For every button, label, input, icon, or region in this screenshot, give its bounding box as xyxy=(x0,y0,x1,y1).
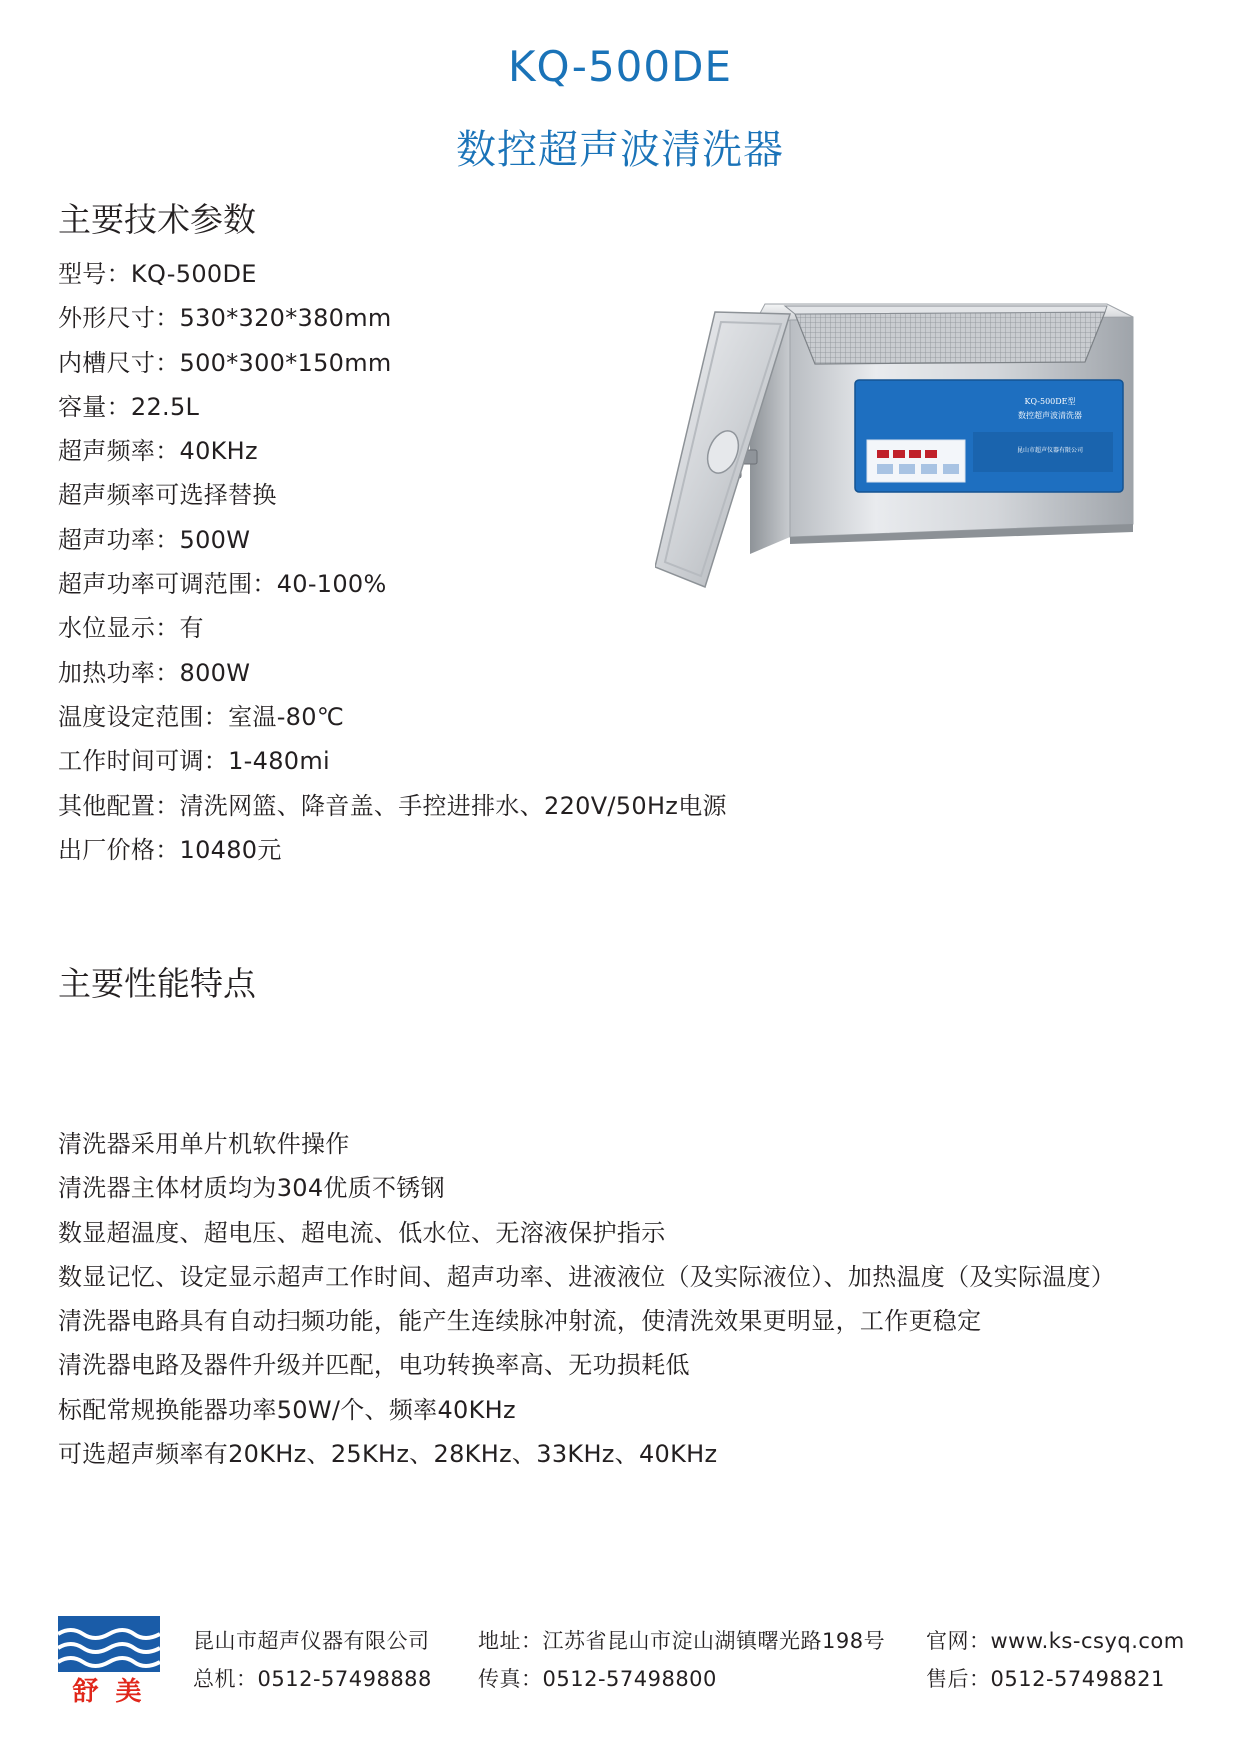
feature-item: 数显超温度、超电压、超电流、低水位、无溶液保护指示 xyxy=(58,1218,666,1247)
spec-item: 型号：KQ-500DE xyxy=(58,260,257,288)
footer-address-col xyxy=(478,1622,885,1698)
specs-list xyxy=(58,252,727,872)
company-fax: 传真：0512-57498800 xyxy=(478,1667,717,1691)
feature-item: 可选超声频率有20KHz、25KHz、28KHz、33KHz、40KHz xyxy=(58,1440,718,1469)
feature-item: 清洗器电路具有自动扫频功能，能产生连续脉冲射流，使清洗效果更明显，工作更稳定 xyxy=(58,1307,982,1336)
company-website: 官网：www.ks-csyq.com xyxy=(926,1629,1185,1653)
company-address: 地址：江苏省昆山市淀山湖镇曙光路198号 xyxy=(478,1629,886,1653)
company-name: 昆山市超声仪器有限公司 xyxy=(193,1629,430,1653)
ultrasonic-cleaner-image xyxy=(655,292,1145,662)
feature-item: 清洗器电路及器件升级并匹配，电功转换率高、无功损耗低 xyxy=(58,1351,690,1380)
footer-company-col xyxy=(193,1622,432,1698)
company-logo xyxy=(58,1616,160,1708)
logo-text: 舒 美 xyxy=(72,1677,146,1707)
control-panel xyxy=(855,380,1123,492)
company-phone: 总机：0512-57498888 xyxy=(193,1667,432,1691)
product-model-title: KQ-500DE xyxy=(508,42,732,91)
spec-item: 超声功率：500W xyxy=(58,525,251,554)
footer xyxy=(0,1616,1240,1726)
spec-item: 超声频率：40KHz xyxy=(58,437,258,466)
spec-item: 超声功率可调范围：40-100% xyxy=(58,570,387,599)
feature-item: 清洗器主体材质均为304优质不锈钢 xyxy=(58,1174,445,1203)
feature-item: 清洗器采用单片机软件操作 xyxy=(58,1130,350,1158)
spec-item: 容量：22.5L xyxy=(58,392,200,421)
spec-item: 水位显示：有 xyxy=(58,614,204,643)
specs-heading: 主要技术参数 xyxy=(58,200,256,239)
feature-item: 数显记忆、设定显示超声工作时间、超声功率、进液液位（及实际液位）、加热温度（及实际温度） xyxy=(58,1262,1116,1291)
product-name-title: 数控超声波清洗器 xyxy=(456,127,784,173)
spec-item: 内槽尺寸：500*300*150mm xyxy=(58,348,392,377)
features-heading: 主要性能特点 xyxy=(58,964,256,1003)
after-sales-phone: 售后：0512-57498821 xyxy=(926,1667,1165,1691)
feature-item: 标配常规换能器功率50W/个、频率40KHz xyxy=(58,1395,516,1424)
spec-item: 出厂价格：10480元 xyxy=(58,835,282,864)
spec-item: 工作时间可调：1-480mi xyxy=(58,747,330,776)
footer-web-col xyxy=(926,1622,1185,1698)
spec-item: 温度设定范围：室温-80℃ xyxy=(58,702,345,731)
spec-item: 外形尺寸：530*320*380mm xyxy=(58,304,392,333)
features-list xyxy=(58,1122,1115,1476)
panel-name-text: 数控超声波清洗器 xyxy=(1018,411,1082,420)
spec-item: 其他配置：清洗网篮、降音盖、手控进排水、220V/50Hz电源 xyxy=(58,791,727,820)
spec-item: 超声频率可选择替换 xyxy=(58,481,277,510)
panel-model-text: KQ-500DE型 xyxy=(1024,397,1076,406)
panel-company-text: 昆山市超声仪器有限公司 xyxy=(1016,447,1084,454)
spec-item: 加热功率：800W xyxy=(58,658,251,687)
